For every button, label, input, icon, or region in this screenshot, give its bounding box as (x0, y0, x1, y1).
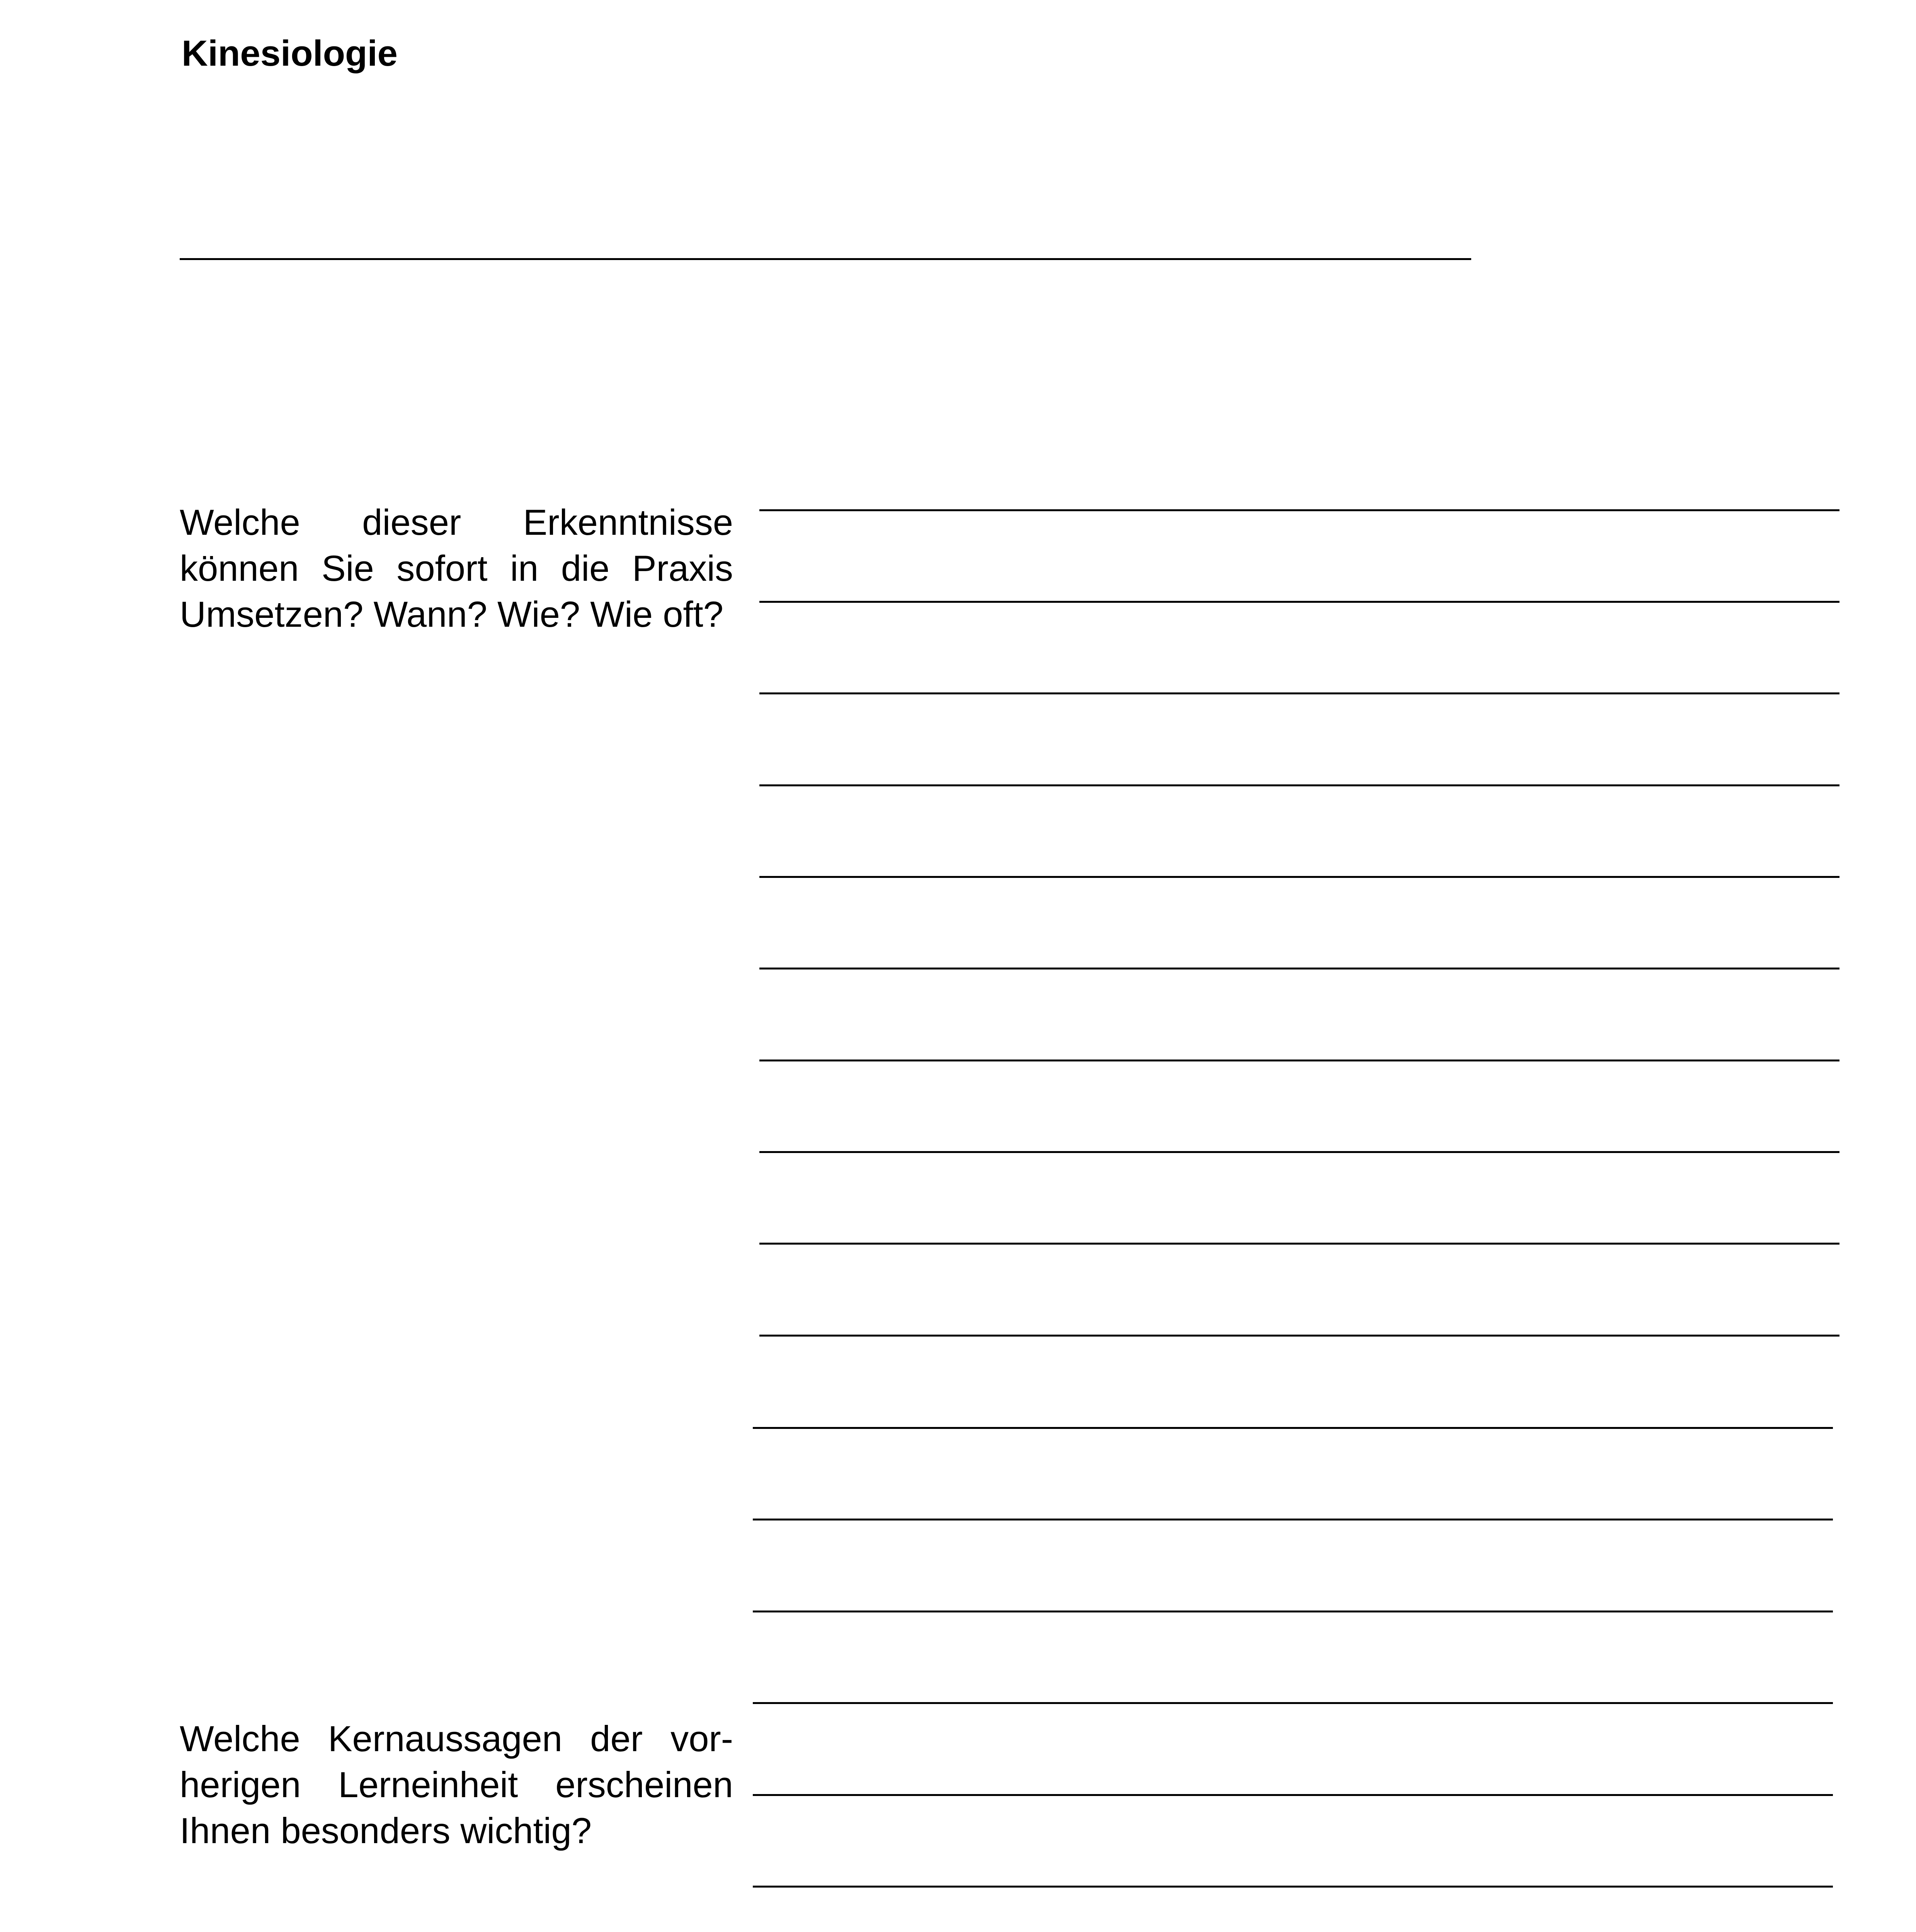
answer-line[interactable] (759, 1243, 1839, 1245)
title-underline (180, 258, 1471, 260)
answer-line[interactable] (753, 1702, 1833, 1704)
answer-line[interactable] (759, 1335, 1839, 1337)
question-2: Welche Kernaussagen der vor-herigen Lerneinheit erscheinen Ihnen besonders wichtig? (180, 1718, 733, 1851)
answer-line[interactable] (753, 1427, 1833, 1429)
question-1: Welche dieser Erkenntnisse können Sie sofort in die Praxis Umsetzen? Wann? Wie? Wie oft? (180, 502, 733, 634)
answer-line[interactable] (753, 1886, 1833, 1888)
answer-line[interactable] (759, 692, 1839, 694)
answer-line[interactable] (759, 601, 1839, 603)
answer-line[interactable] (759, 784, 1839, 786)
answer-line[interactable] (753, 1611, 1833, 1612)
answer-line[interactable] (753, 1794, 1833, 1796)
answer-line[interactable] (759, 509, 1839, 511)
answer-line[interactable] (753, 1519, 1833, 1520)
answer-line[interactable] (759, 1060, 1839, 1061)
answer-line[interactable] (759, 968, 1839, 969)
answer-line[interactable] (759, 876, 1839, 878)
answer-line[interactable] (759, 1151, 1839, 1153)
page-title: Kinesiologie (182, 33, 398, 73)
